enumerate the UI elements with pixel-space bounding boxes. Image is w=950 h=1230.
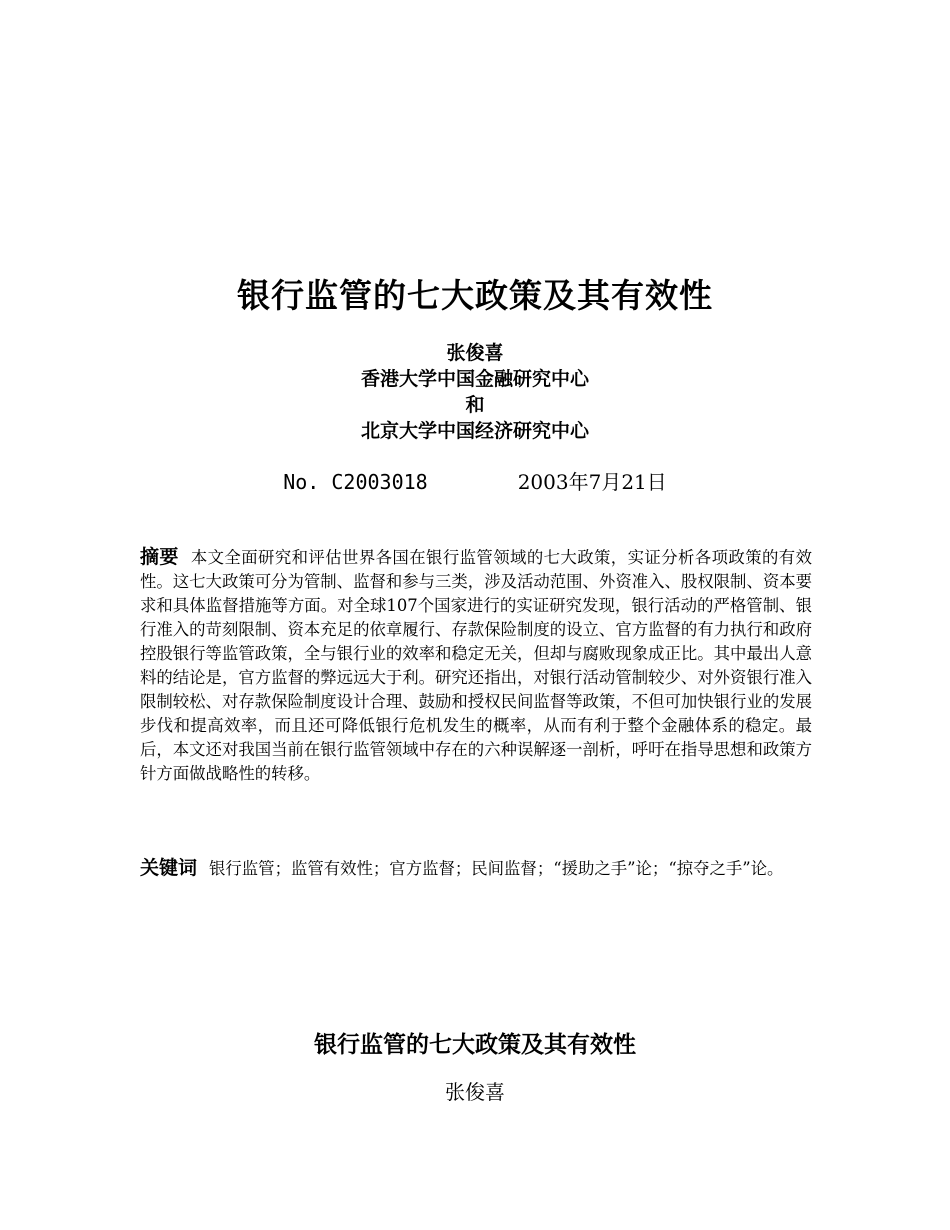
keywords-label: 关键词 bbox=[140, 857, 198, 879]
section-author: 张俊喜 bbox=[445, 1080, 505, 1104]
affiliation-conjunction: 和 bbox=[465, 394, 485, 416]
affiliation-hku: 香港大学中国金融研究中心 bbox=[360, 368, 589, 390]
publication-date: 2003年7月21日 bbox=[517, 470, 667, 494]
paper-title: 银行监管的七大政策及其有效性 bbox=[237, 276, 713, 315]
paper-meta bbox=[0, 466, 950, 495]
author-name: 张俊喜 bbox=[446, 342, 504, 364]
keywords-text: 银行监管；监管有效性；官方监督；民间监督；“援助之手”论；“掠夺之手”论。 bbox=[209, 859, 784, 878]
abstract-label: 摘要 bbox=[140, 546, 179, 568]
abstract-text: 本文全面研究和评估世界各国在银行监管领域的七大政策，实证分析各项政策的有效性。这七大政策可分为管制、监督和参与三类，涉及活动范围、外资准入、股权限制、资本要求和具体监督措施等方面。对全球107个国家进行的实证研究发现，银行活动的严格管制、银行准入的苛刻限制、资本充足的依章履行、存款保险制度的设立、官方监督的有力执行和政府控股银行等监管政策，全与银行业的效率和稳定无关，但却与腐败现象成正比。其中最出人意料的结论是，官方监督的弊远远大于利。研究还指出，对银行活动管制较少、对外资银行准入限制较松、对存款保险制度设计合理、鼓励和授权民间监督等政策，不但可加快银行业的发展步伐和提高效率，而且还可降低银行危机发生的概率，从而有利于整个金融体系的稳定。最后，本文还对我国当前在银行监管领域中存在的六种误解逐一剖析，呼吁在指导思想和政策方针方面做战略性的转移。 bbox=[140, 548, 813, 783]
document-number: No. C2003018 bbox=[283, 470, 428, 494]
author-block bbox=[0, 340, 950, 444]
keywords-section bbox=[140, 856, 812, 881]
abstract-section bbox=[140, 545, 812, 786]
section-title: 银行监管的七大政策及其有效性 bbox=[314, 1031, 636, 1058]
affiliation-pku: 北京大学中国经济研究中心 bbox=[360, 420, 589, 442]
